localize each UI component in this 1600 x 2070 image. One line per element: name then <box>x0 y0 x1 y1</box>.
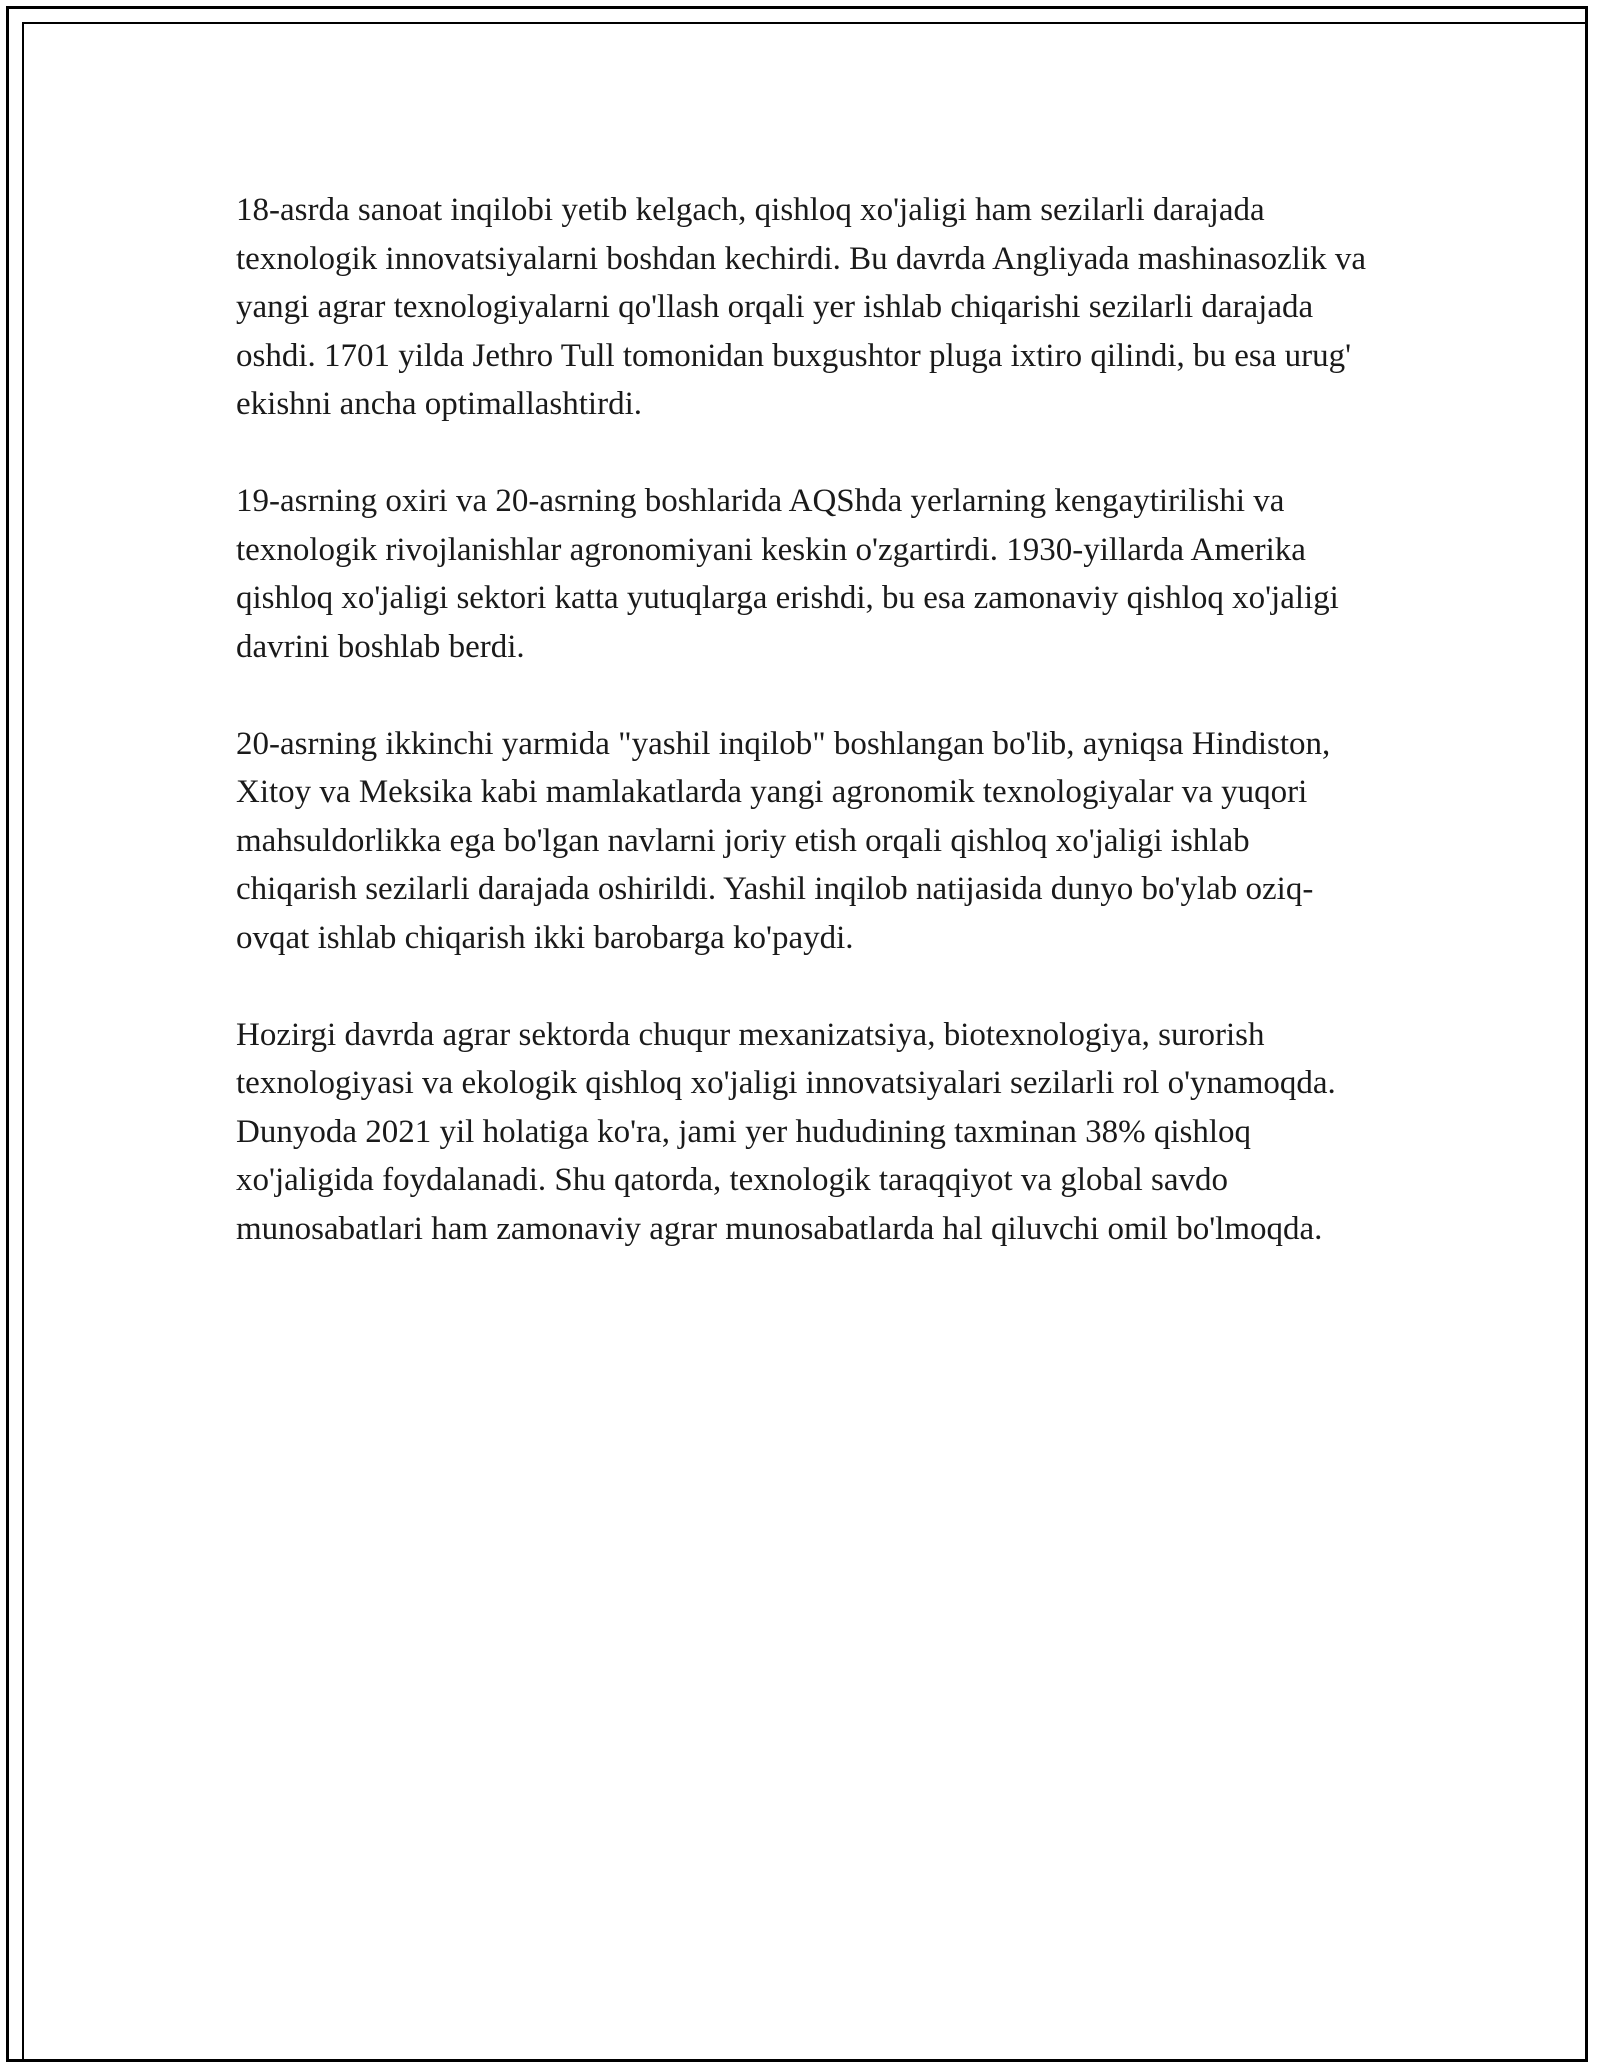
paragraph-modern-agriculture: Hozirgi davrda agrar sektorda chuqur mexanizatsiya, biotexnologiya, surorish texnologiyasi va ekologik qishloq xo'jaligi innovatsiyalari sezilarli rol o'ynamoqda. Dunyoda 2021 yil holatiga ko'ra, jami yer hududining taxminan 38% qishloq xo'jaligida foydalanadi. Shu qatorda, texnologik taraqqiyot va global savdo munosabatlari ham zamonaviy agrar munosabatlarda hal qiluvchi omil bo'lmoqda. <box>236 1016 1336 1247</box>
paragraph-usa-agronomy: 19-asrning oxiri va 20-asrning boshlarida AQShda yerlarning kengaytirilishi va texnologik rivojlanishlar agronomiyani keskin o'zgartirdi. 1930-yillarda Amerika qishloq xo'jaligi sektori katta yutuqlarga erishdi, bu esa zamonaviy qishloq xo'jaligi davrini boshlab berdi. <box>236 483 1339 665</box>
document-body <box>236 186 1376 1302</box>
paragraph-industrial-revolution: 18-asrda sanoat inqilobi yetib kelgach, qishloq xo'jaligi ham sezilarli darajada texnologik innovatsiyalarni boshdan kechirdi. Bu davrda Angliyada mashinasozlik va yangi agrar texnologiyalarni qo'llash orqali yer ishlab chiqarishi sezilarli darajada oshdi. 1701 yilda Jethro Tull tomonidan buxgushtor pluga ixtiro qilindi, bu esa urug' ekishni ancha optimallashtirdi. <box>236 192 1367 422</box>
paragraph-green-revolution: 20-asrning ikkinchi yarmida "yashil inqilob" boshlangan bo'lib, ayniqsa Hindiston, Xitoy va Meksika kabi mamlakatlarda yangi agronomik texnologiyalar va yuqori mahsuldorlikka ega bo'lgan navlarni joriy etish orqali qishloq xo'jaligi ishlab chiqarish sezilarli darajada oshirildi. Yashil inqilob natijasida dunyo bo'ylab oziq-ovqat ishlab chiqarish ikki barobarga ko'paydi. <box>236 725 1331 956</box>
